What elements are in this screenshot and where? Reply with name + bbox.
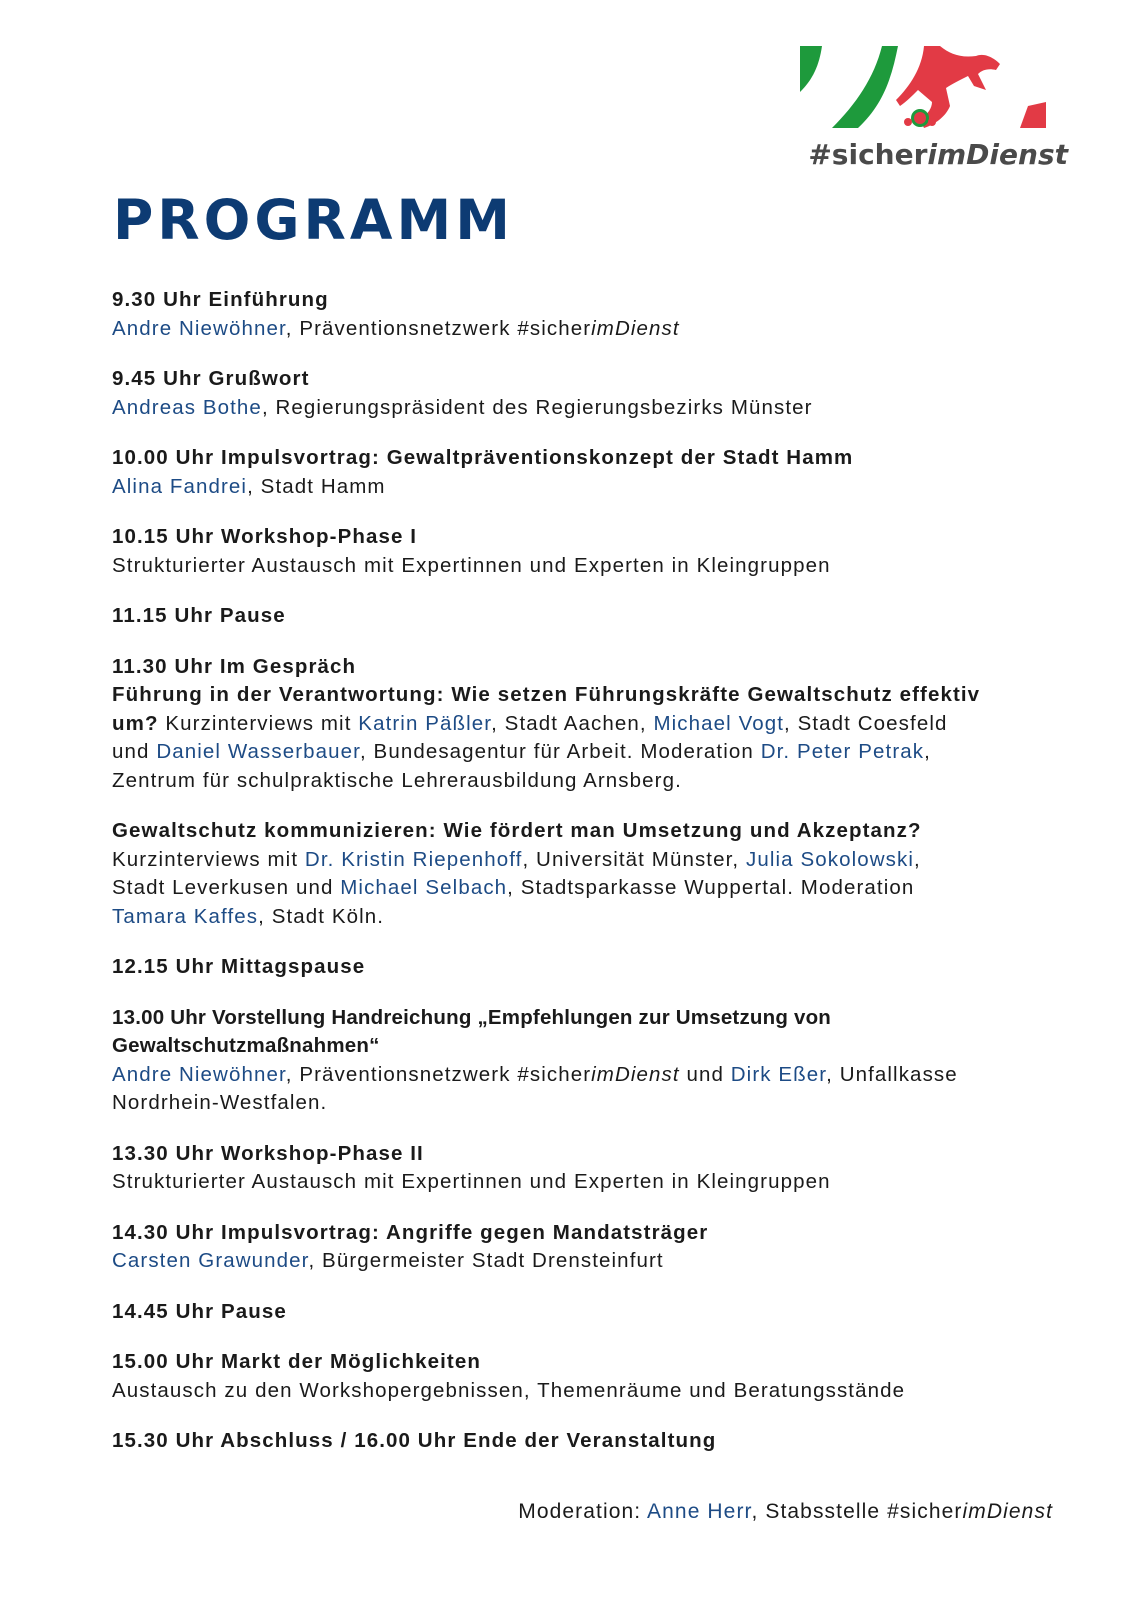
program-item: 9.45 Uhr Grußwort Andreas Bothe, Regierungspräsident des Regierungsbezirks Münster: [112, 365, 1002, 422]
speaker-name: Alina Fandrei: [112, 474, 248, 498]
item-description: Strukturierter Austausch mit Expertinnen und Experten in Kleingruppen: [112, 553, 831, 577]
item-heading: 9.45 Uhr Grußwort: [112, 367, 310, 390]
item-heading: 11.30 Uhr Im Gespräch: [112, 654, 357, 678]
item-heading: 11.15 Uhr Pause: [112, 604, 286, 627]
item-heading: 13.00 Uhr Vorstellung Handreichung „Empfehlungen zur Umsetzung von: [112, 1005, 832, 1029]
item-heading-cont: Gewaltschutzmaßnahmen“: [112, 1034, 380, 1057]
program-item: [112, 1140, 1002, 1197]
program-item: [112, 523, 1002, 580]
program-item: 9.30 Uhr Einführung Andre Niewöhner, Präventionsnetzwerk #sicherimDienst: [112, 286, 1002, 343]
program-item: 11.30 Uhr Im Gespräch Führung in der Verantwortung: Wie setzen Führungskräfte Gewaltschutz effektiv um? Kurzinterviews mit Katrin Päßler, Stadt Aachen, Michael Vogt, Stadt Coesfeld und Daniel Wasserbauer, Bundesagentur für Arbeit. Moderation Dr. Peter Petrak, Zentrum für schulpraktische Lehrerausbildung Arnsberg.: [112, 653, 1002, 796]
logo-rose: [914, 112, 926, 124]
logo-text: #sicherimDienst: [808, 138, 1068, 171]
program-item: [112, 602, 1002, 631]
item-heading: 10.15 Uhr Workshop-Phase I: [112, 525, 418, 548]
moderation-footer: Moderation: Anne Herr, Stabsstelle #sicherimDienst: [518, 1500, 1053, 1523]
program-list: [112, 286, 1002, 1478]
item-heading: 14.30 Uhr Impulsvortrag: Angriffe gegen Mandatsträger: [112, 1220, 709, 1244]
logo-red-block: [1020, 102, 1046, 128]
logo-green-swoosh: [832, 46, 898, 128]
program-item: [112, 1348, 1002, 1405]
program-item: Gewaltschutz kommunizieren: Wie fördert man Umsetzung und Akzeptanz? Kurzinterviews mit Dr. Kristin Riepenhoff, Universität Münster, Julia Sokolowski, Stadt Leverkusen und Michael Selbach, Stadtsparkasse Wuppertal. Moderation Tamara Kaffes, Stadt Köln.: [112, 817, 1002, 931]
speaker-name: Daniel Wasserbauer: [156, 740, 360, 763]
program-item: [112, 1298, 1002, 1327]
speaker-name: Dr. Peter Petrak: [760, 740, 925, 763]
speaker-name: Andre Niewöhner: [112, 1062, 286, 1086]
item-heading: 13.30 Uhr Workshop-Phase II: [112, 1141, 424, 1165]
program-item: [112, 953, 1002, 982]
speaker-name: Michael Selbach: [340, 876, 508, 899]
item-description: Austausch zu den Workshopergebnissen, Themenräume und Beratungsstände: [112, 1378, 906, 1402]
logo: [800, 46, 1068, 186]
item-heading: 9.30 Uhr Einführung: [112, 288, 329, 311]
speaker-name: Andre Niewöhner: [112, 316, 286, 340]
item-heading: 15.00 Uhr Markt der Möglichkeiten: [112, 1350, 481, 1373]
speaker-name: Julia Sokolowski: [746, 847, 914, 871]
speaker-name: Katrin Päßler: [358, 711, 492, 735]
speaker-name: Dr. Kristin Riepenhoff: [304, 847, 523, 871]
speaker-name: Dirk Eßer: [730, 1062, 827, 1086]
logo-green-wedge-left: [800, 46, 822, 108]
speaker-name: Anne Herr: [647, 1500, 752, 1523]
program-item: 13.00 Uhr Vorstellung Handreichung „Empfehlungen zur Umsetzung von Gewaltschutzmaßnahmen“ Andre Niewöhner, Präventionsnetzwerk #sicherimDienst und Dirk Eßer, Unfallkasse Nordrhein-Westfalen.: [112, 1004, 1002, 1118]
item-description: Strukturierter Austausch mit Expertinnen und Experten in Kleingruppen: [112, 1170, 831, 1193]
program-item: [112, 1427, 1002, 1456]
item-heading: 10.00 Uhr Impulsvortrag: Gewaltpräventionskonzept der Stadt Hamm: [112, 446, 854, 469]
page-title: PROGRAMM: [113, 188, 514, 252]
program-item: 10.00 Uhr Impulsvortrag: Gewaltpräventionskonzept der Stadt Hamm Alina Fandrei, Stadt Hamm: [112, 444, 1002, 501]
item-heading: 14.45 Uhr Pause: [112, 1299, 287, 1323]
item-subheading: Führung in der Verantwortung: Wie setzen Führungskräfte Gewaltschutz effektiv: [112, 683, 981, 706]
logo-graphic: [800, 46, 1068, 136]
speaker-name: Michael Vogt: [653, 711, 785, 735]
item-heading: Gewaltschutz kommunizieren: Wie fördert man Umsetzung und Akzeptanz?: [112, 819, 922, 842]
item-heading: 12.15 Uhr Mittagspause: [112, 955, 366, 978]
item-heading: 15.30 Uhr Abschluss / 16.00 Uhr Ende der Veranstaltung: [112, 1429, 717, 1452]
speaker-name: Andreas Bothe: [112, 395, 262, 419]
program-item: 14.30 Uhr Impulsvortrag: Angriffe gegen Mandatsträger Carsten Grawunder, Bürgermeister Stadt Drensteinfurt: [112, 1219, 1002, 1276]
speaker-name: Carsten Grawunder: [112, 1249, 309, 1272]
speaker-name: Tamara Kaffes: [112, 904, 259, 928]
